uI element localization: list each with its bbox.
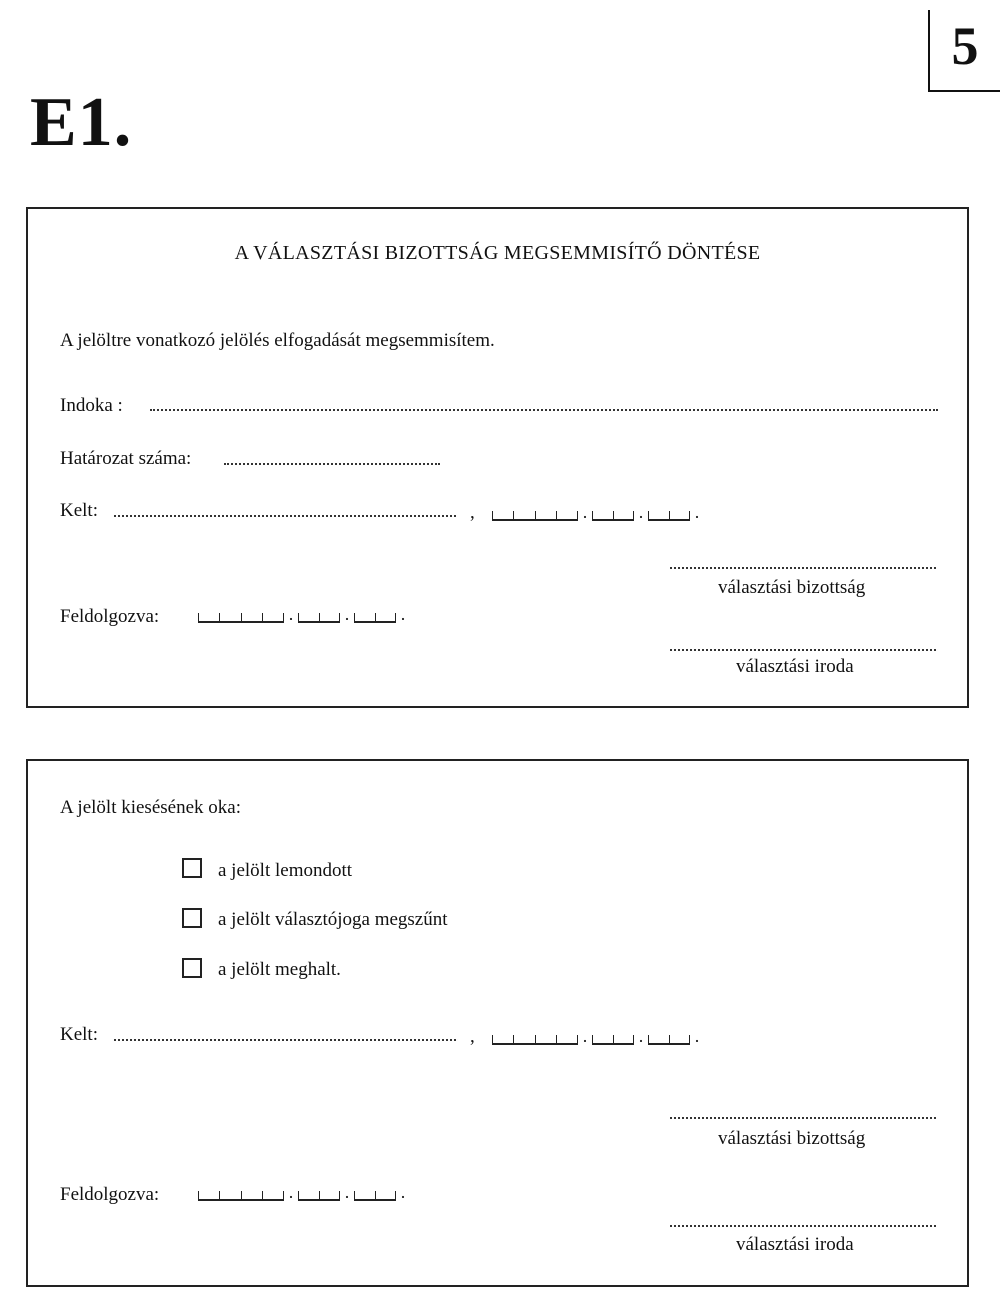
reason-label: Indoka :	[60, 395, 123, 416]
resigned-checkbox[interactable]	[182, 858, 202, 878]
dated-date-field[interactable]: · · ·	[492, 511, 704, 521]
year-boxes[interactable]	[492, 1035, 578, 1045]
office-signature-line[interactable]	[670, 1225, 936, 1227]
comma-separator: ,	[470, 1026, 475, 1047]
dropout-reason-heading: A jelölt kiesésének oka:	[60, 797, 241, 818]
dated-place-field[interactable]	[114, 515, 456, 517]
decision-statement: A jelöltre vonatkozó jelölés elfogadását megsemmisítem.	[60, 330, 495, 351]
committee-label: választási bizottság	[718, 577, 866, 598]
reason-field[interactable]	[150, 409, 938, 411]
processed-label: Feldolgozva:	[60, 1184, 160, 1205]
dropout-panel	[26, 759, 969, 1287]
resolution-number-label: Határozat száma:	[60, 448, 192, 469]
month-boxes[interactable]	[592, 511, 634, 521]
year-boxes[interactable]	[198, 613, 284, 623]
resigned-option-label: a jelölt lemondott	[218, 860, 353, 881]
dated-place-field[interactable]	[114, 1039, 456, 1041]
month-boxes[interactable]	[298, 613, 340, 623]
year-boxes[interactable]	[492, 511, 578, 521]
page-number: 5	[951, 16, 979, 76]
committee-signature-line[interactable]	[670, 1117, 936, 1119]
decision-title: A VÁLASZTÁSI BIZOTTSÁG MEGSEMMISÍTŐ DÖNTÉSE	[234, 242, 761, 264]
month-boxes[interactable]	[298, 1191, 340, 1201]
page-number-box	[928, 10, 1000, 92]
form-code: E1.	[30, 84, 133, 161]
day-boxes[interactable]	[354, 1191, 396, 1201]
processed-date-field[interactable]: · · ·	[198, 1191, 410, 1201]
resolution-number-field[interactable]	[224, 463, 440, 465]
year-boxes[interactable]	[198, 1191, 284, 1201]
day-boxes[interactable]	[648, 1035, 690, 1045]
day-boxes[interactable]	[354, 613, 396, 623]
comma-separator: ,	[470, 502, 475, 523]
committee-label: választási bizottság	[718, 1128, 866, 1149]
processed-label: Feldolgozva:	[60, 606, 160, 627]
deceased-option-label: a jelölt meghalt.	[218, 959, 341, 980]
processed-date-field[interactable]: · · ·	[198, 613, 410, 623]
office-label: választási iroda	[736, 656, 854, 677]
decision-panel	[26, 207, 969, 708]
office-signature-line[interactable]	[670, 649, 936, 651]
dated-label: Kelt:	[60, 500, 98, 521]
voting-right-ended-option-label: a jelölt választójoga megszűnt	[218, 909, 448, 930]
dated-date-field[interactable]: · · ·	[492, 1035, 704, 1045]
voting-right-ended-checkbox[interactable]	[182, 908, 202, 928]
office-label: választási iroda	[736, 1234, 854, 1255]
committee-signature-line[interactable]	[670, 567, 936, 569]
deceased-checkbox[interactable]	[182, 958, 202, 978]
day-boxes[interactable]	[648, 511, 690, 521]
month-boxes[interactable]	[592, 1035, 634, 1045]
dated-label: Kelt:	[60, 1024, 98, 1045]
